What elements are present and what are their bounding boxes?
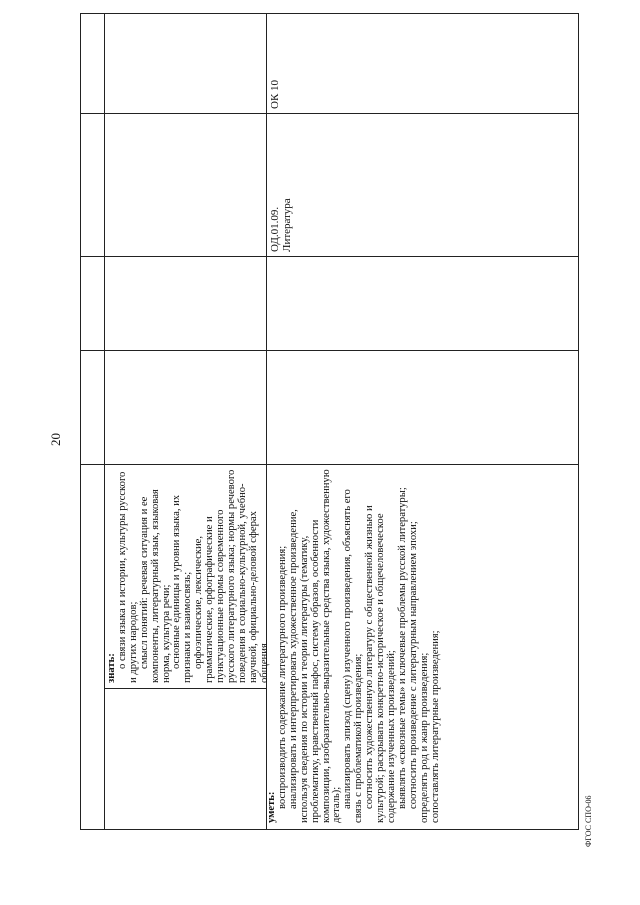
- discipline-name: Литература: [281, 198, 293, 252]
- knowledge-item: смысл понятий: речевая ситуация и ее компоненты, литературный язык, языковая норма, культура речи;: [138, 489, 172, 683]
- discipline-code: ОД.01.09.: [269, 206, 281, 252]
- discipline-cell: [269, 116, 299, 252]
- competence-cell: [269, 17, 285, 109]
- page-number: 20: [48, 433, 63, 446]
- skills-block: [267, 466, 577, 826]
- table-border-top: [80, 13, 579, 14]
- knowledge-header: знать:: [106, 653, 117, 683]
- table-border-bottom: [80, 829, 579, 830]
- table-row-divider: [80, 256, 579, 257]
- skills-header: уметь:: [266, 791, 277, 823]
- skills-item: выявлять «сквозные темы» и ключевые проблемы русской литературы;: [396, 487, 408, 809]
- knowledge-item: орфоэпические, лексические, грамматические, орфографические и пунктуационные нормы современного русского литературного языка; нормы речевого поведения в социально-культурной, учебно-научной, официально-деловой сферах общения: [193, 469, 270, 683]
- table-row-divider: [80, 464, 579, 465]
- table-row-divider: [80, 113, 579, 114]
- table-border-left: [80, 13, 81, 830]
- skills-item: сопоставлять литературные произведения;: [429, 630, 441, 823]
- skills-item: соотносить произведение с литературным направлением эпохи;: [407, 521, 419, 809]
- footer-standard: ФГОС СПО-06: [584, 795, 593, 847]
- knowledge-item: о связи языка и истории, культуры русского и других народов;: [116, 471, 139, 683]
- skills-item: соотносить художественную литературу с общественной жизнью и культурой; раскрывать конкретно-историческое и общечеловеческое содержание изученных произведений;: [364, 505, 397, 823]
- table-row-divider: [104, 688, 266, 689]
- table-border-right: [578, 13, 579, 830]
- table-column-divider: [104, 13, 105, 830]
- skills-item: анализировать эпизод (сцену) изученного произведения, объяснять его связь с проблематикой произведения;: [342, 489, 365, 823]
- skills-item: анализировать и интерпретировать художественное произведение, используя сведения по истории и теории литературы (тематику, проблематику, нравственный пафос, систему образов, особенности композиции, изобразительно-выразительные средства языка, художественную деталь);: [287, 469, 343, 823]
- table-row-divider: [80, 350, 579, 351]
- knowledge-block: [106, 466, 270, 686]
- competence-code: ОК 10: [269, 79, 281, 109]
- skills-item: воспроизводить содержание литературного произведения;: [276, 545, 288, 809]
- knowledge-item: основные единицы и уровни языка, их признаки и взаимосвязь;: [171, 494, 194, 683]
- skills-item: определять род и жанр произведения;: [418, 652, 430, 823]
